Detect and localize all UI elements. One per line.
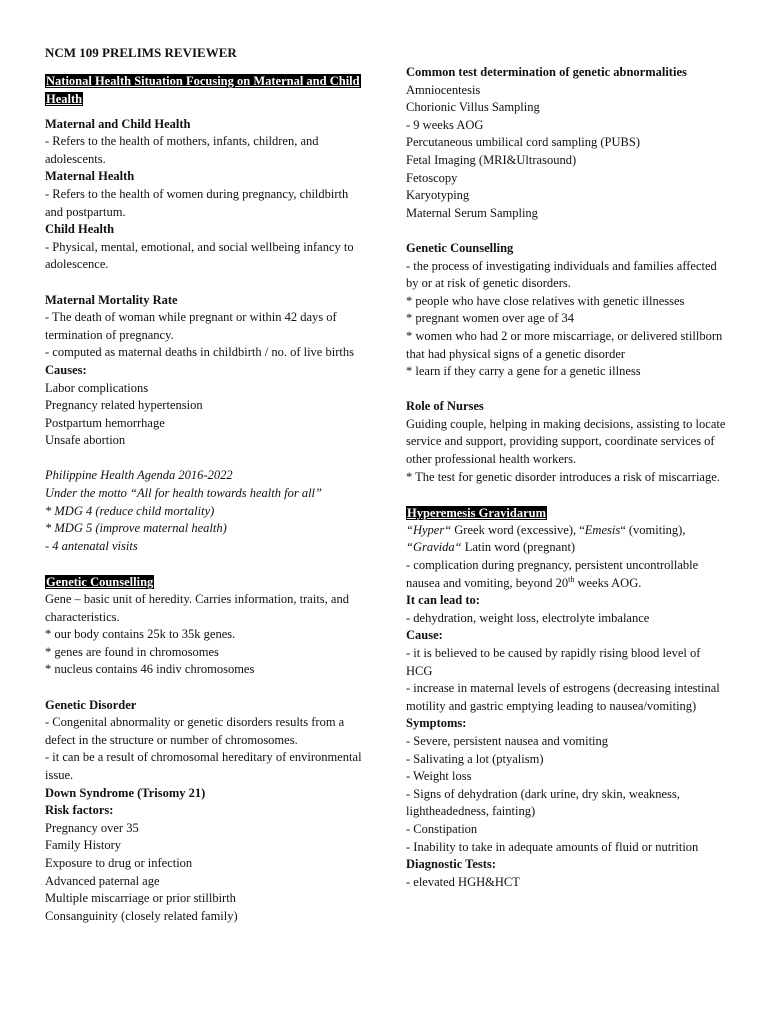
- text-cause-1: - it is believed to be caused by rapidly rising blood level of HCG: [406, 646, 701, 678]
- list-item: - 9 weeks AOG: [406, 117, 484, 132]
- text-gd-definition-2: - it can be a result of chromosomal hereditary of environmental issue.: [45, 750, 362, 782]
- health-agenda-block: [45, 467, 365, 555]
- text-etymology: [406, 522, 728, 557]
- text-mmr-definition-1: - The death of woman while pregnant or within 42 days of termination of pregnancy.: [45, 310, 337, 342]
- list-item: * genes are found in chromosomes: [45, 644, 219, 659]
- agenda-line: Philippine Health Agenda 2016-2022: [45, 468, 233, 483]
- list-item: * nucleus contains 46 indiv chromosomes: [45, 662, 255, 677]
- list-tests: [406, 82, 728, 223]
- heading-genetic-counselling: Genetic Counselling: [406, 240, 514, 255]
- text-gene-definition: Gene – basic unit of heredity. Carries information, traits, and characteristics.: [45, 592, 349, 624]
- list-item: - the process of investigating individuals and families affected by or at risk of genetic disorders.: [406, 258, 717, 291]
- text-cause-2: - increase in maternal levels of estrogens (decreasing intestinal motility and gastric emptying leading to nausea/vomiting): [406, 681, 720, 713]
- text-role-note: * The test for genetic disorder introduces a risk of miscarriage.: [406, 469, 720, 484]
- text-role-of-nurses: Guiding couple, helping in making decisions, assisting to locate service and support, providing support, coordinate services of other professional health workers.: [406, 416, 726, 467]
- heading-cause: Cause:: [406, 628, 443, 643]
- list-item: Postpartum hemorrhage: [45, 415, 165, 430]
- heading-maternal-health: Maternal Health: [45, 169, 135, 184]
- list-item: Pregnancy related hypertension: [45, 398, 203, 413]
- heading-it-can-lead-to: It can lead to:: [406, 593, 480, 608]
- term-gravida-meaning: Latin word (pregnant): [461, 540, 576, 555]
- left-column: [45, 44, 365, 925]
- heading-causes: Causes:: [45, 362, 87, 377]
- complication-end: weeks AOG.: [574, 575, 642, 590]
- right-column: [406, 64, 728, 891]
- term-emesis: Emesis: [584, 522, 621, 537]
- superscript-th: th: [568, 574, 575, 584]
- list-item: Advanced paternal age: [45, 873, 160, 888]
- list-item: * learn if they carry a gene for a genetic illness: [406, 364, 641, 379]
- agenda-line: * MDG 5 (improve maternal health): [45, 521, 227, 536]
- list-item: Multiple miscarriage or prior stillbirth: [45, 891, 236, 906]
- term-gravida: “Gravida“: [406, 540, 462, 555]
- list-item: Maternal Serum Sampling: [406, 205, 538, 220]
- list-causes: [45, 380, 365, 450]
- list-item: Fetoscopy: [406, 170, 458, 185]
- list-item: Labor complications: [45, 380, 149, 395]
- list-item: - Signs of dehydration (dark urine, dry skin, weakness, lightheadedness, fainting): [406, 786, 680, 819]
- list-item: - Weight loss: [406, 769, 472, 784]
- list-item: * pregnant women over age of 34: [406, 311, 574, 326]
- agenda-line: * MDG 4 (reduce child mortality): [45, 503, 215, 518]
- list-item: Fetal Imaging (MRI&Ultrasound): [406, 152, 577, 167]
- heading-symptoms: Symptoms:: [406, 716, 467, 731]
- list-item: * our body contains 25k to 35k genes.: [45, 627, 236, 642]
- section-banner-maternal-child-health: National Health Situation Focusing on Maternal and Child Health: [46, 73, 360, 106]
- heading-maternal-child-health: Maternal and Child Health: [45, 116, 191, 131]
- list-gene-facts: [45, 626, 365, 679]
- list-item: Family History: [45, 838, 122, 853]
- text-complication: [406, 557, 728, 592]
- list-item: Percutaneous umbilical cord sampling (PUBS): [406, 135, 640, 150]
- term-hyper-meaning: Greek word (excessive), “: [451, 522, 585, 537]
- heading-maternal-mortality-rate: Maternal Mortality Rate: [45, 292, 178, 307]
- list-item: Consanguinity (closely related family): [45, 908, 238, 923]
- list-item: Exposure to drug or infection: [45, 855, 193, 870]
- agenda-line: - 4 antenatal visits: [45, 538, 138, 553]
- text-gd-definition-1: - Congenital abnormality or genetic disorders results from a defect in the structure or number of chromosomes.: [45, 715, 345, 747]
- term-hyper: “Hyper“: [406, 522, 452, 537]
- complication-text: - complication during pregnancy, persistent uncontrollable nausea and vomiting, beyond 20: [406, 558, 699, 590]
- list-risk-factors: [45, 820, 365, 926]
- document-title: NCM 109 PRELIMS REVIEWER: [45, 45, 237, 60]
- heading-diagnostic-tests: Diagnostic Tests:: [406, 857, 496, 872]
- list-item: Amniocentesis: [406, 82, 481, 97]
- heading-down-syndrome: Down Syndrome (Trisomy 21): [45, 785, 206, 800]
- list-genetic-counselling: [406, 258, 728, 381]
- list-item: Unsafe abortion: [45, 433, 126, 448]
- list-item: Karyotyping: [406, 188, 470, 203]
- heading-role-of-nurses: Role of Nurses: [406, 399, 484, 414]
- heading-risk-factors: Risk factors:: [45, 803, 114, 818]
- text-diagnostic-tests: - elevated HGH&HCT: [406, 874, 520, 889]
- list-item: - Salivating a lot (ptyalism): [406, 751, 544, 766]
- term-emesis-meaning: “ (vomiting),: [620, 522, 686, 537]
- text-mch-definition: - Refers to the health of mothers, infants, children, and adolescents.: [45, 134, 319, 166]
- list-item: - Constipation: [406, 821, 478, 836]
- text-mh-definition: - Refers to the health of women during pregnancy, childbirth and postpartum.: [45, 186, 349, 219]
- heading-child-health: Child Health: [45, 222, 115, 237]
- agenda-line: Under the motto “All for health towards health for all”: [45, 486, 322, 501]
- section-banner-genetic-counselling: Genetic Counselling: [46, 575, 154, 590]
- list-item: * women who had 2 or more miscarriage, or delivered stillborn that had physical signs of a genetic disorder: [406, 328, 723, 361]
- list-item: * people who have close relatives with genetic illnesses: [406, 293, 685, 308]
- heading-genetic-disorder: Genetic Disorder: [45, 697, 137, 712]
- list-item: - Inability to take in adequate amounts of fluid or nutrition: [406, 839, 699, 854]
- text-ch-definition: - Physical, mental, emotional, and social wellbeing infancy to adolescence.: [45, 239, 354, 272]
- text-lead: - dehydration, weight loss, electrolyte imbalance: [406, 610, 650, 625]
- list-item: Chorionic Villus Sampling: [406, 100, 540, 115]
- list-item: - Severe, persistent nausea and vomiting: [406, 733, 609, 748]
- heading-common-tests: Common test determination of genetic abnormalities: [406, 65, 687, 79]
- list-symptoms: [406, 733, 728, 856]
- section-banner-hyperemesis-gravidarum: Hyperemesis Gravidarum: [407, 505, 546, 520]
- list-item: Pregnancy over 35: [45, 820, 139, 835]
- text-mmr-definition-2: - computed as maternal deaths in childbirth / no. of live births: [45, 345, 354, 360]
